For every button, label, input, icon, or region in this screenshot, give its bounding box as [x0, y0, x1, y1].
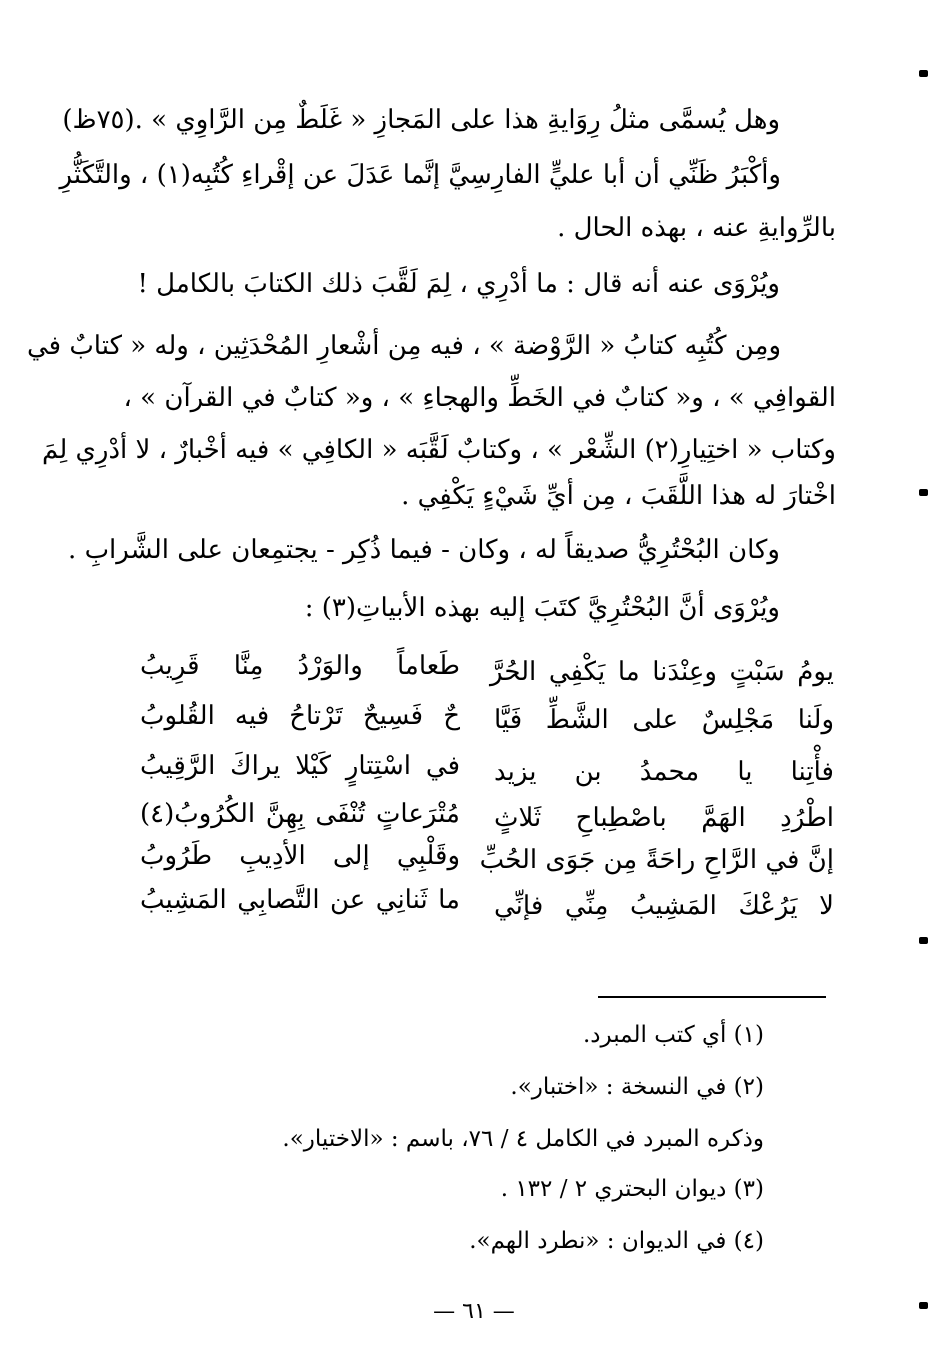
margin-mark	[919, 1302, 928, 1309]
verse-hemistich-second: في اسْتِتارٍ كَيْلا يراكَ الرَّقِيبُ	[140, 751, 460, 781]
verse-hemistich-first: اطْرُدِ الهَمَّ باصْطِباحِ ثَلاثٍ	[494, 803, 834, 833]
body-line: وكتاب « اختِيارِ(٢) الشِّعْر » ، وكتابٌ لَقَّبَه « الكافِي » فيه أخْبارٌ ، لا أدْرِي لِمَ	[42, 435, 836, 465]
body-line: وأكْبَرُ ظَنِّي أن أبا عليٍّ الفارِسِيَّ إنَّما عَدَلَ عن إقْراءِ كُتُبِه(١) ، والتَّكَثُّرِ	[59, 160, 781, 190]
footnote: (٢) في النسخة : «اختبار».	[510, 1074, 764, 1100]
footnote: (٣) ديوان البحتري ٢ / ١٣٢ .	[500, 1176, 764, 1202]
verse-hemistich-first: لا يَرُعْكَ المَشِيبُ مِنِّي فإنِّي	[494, 891, 834, 921]
footnote: وذكره المبرد في الكامل ٤ / ٧٦، باسم : «الاختيار».	[282, 1126, 764, 1152]
verse-hemistich-first: فأْتِنا يا محمدُ بن يزيد	[494, 757, 834, 787]
verse-hemistich-first: ولَنا مَجْلِسٌ على الشَّطِّ فَيَّا	[494, 705, 834, 735]
margin-mark	[919, 937, 928, 944]
verse-hemistich-first: يومُ سَبْتٍ وعِنْدَنا ما يَكْفِي الحُرَّ	[490, 657, 834, 687]
body-line: ومِن كُتُبِه كتابُ « الرَّوْضة » ، فيه مِن أشْعارِ المُحْدَثِين ، وله « كتابٌ في	[26, 331, 781, 361]
margin-mark	[919, 489, 928, 496]
verse-hemistich-second: حٌ فَسِيحٌ تَرْتاحُ فيه القُلوبُ	[140, 701, 460, 731]
footnote: (٤) في الديوان : «نطرد الهم».	[469, 1228, 764, 1254]
body-line: بالرِّوايةِ عنه ، بهذه الحال .	[557, 213, 836, 243]
body-line: ويُرْوَى أنَّ البُحْتُرِيَّ كتَبَ إليه بهذه الأبياتِ(٣) :	[304, 593, 780, 623]
body-line: ويُرْوَى عنه أنه قال : ما أدْرِي ، لِمَ لَقَّبَ ذلك الكتابَ بالكامل !	[137, 269, 780, 299]
body-line: اخْتارَ له هذا اللَّقَبَ ، مِن أيِّ شَيْءٍ يَكْفِي .	[401, 481, 836, 511]
verse-hemistich-second: طَعاماً والوَرْدُ مِنَّا قَرِيبُ	[140, 651, 460, 681]
verse-hemistich-second: وقَلْبِي إلى الأدِيبِ طَرُوبُ	[140, 841, 460, 871]
verse-hemistich-second: مُتْرَعاتٍ تُنْفَى بِهِنَّ الكُرُوبُ(٤)	[140, 799, 460, 829]
margin-mark	[919, 70, 928, 77]
footnote-rule	[598, 996, 826, 998]
verse-hemistich-first: إنَّ في الرَّاحِ راحَةً مِن جَوَى الحُبِّ	[479, 845, 834, 875]
body-line: القوافِي » ، و« كتابٌ في الخَطِّ والهجاءِ » ، و« كتابٌ في القرآن » ،	[123, 383, 836, 413]
page-number: — ٦١ —	[433, 1299, 515, 1324]
body-line: وكان البُحْتُرِيُّ صديقاً له ، وكان - فيما ذُكِر - يجتمِعان على الشَّرابِ .	[68, 535, 780, 565]
footnote: (١) أي كتب المبرد.	[583, 1022, 764, 1048]
body-line: وهل يُسمَّى مثلُ رِوَايةِ هذا على المَجازِ « غَلَطٌ مِن الرَّاوِي » .(٧٥ظ)	[62, 105, 780, 135]
verse-hemistich-second: ما ثَنانِي عن التَّصابِي المَشِيبُ	[140, 885, 460, 915]
